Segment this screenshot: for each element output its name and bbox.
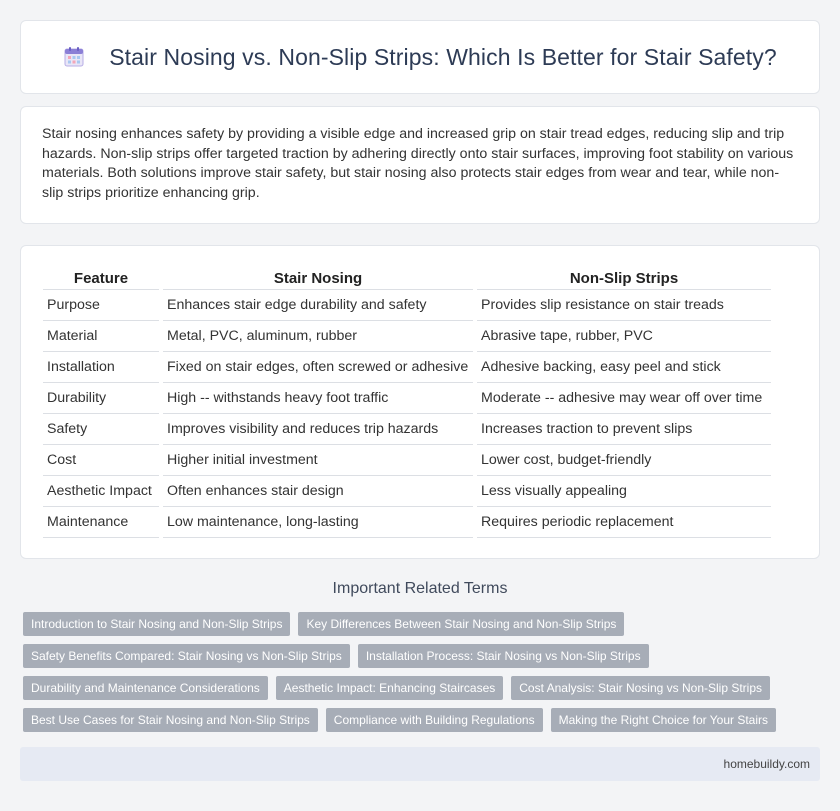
related-term-tag[interactable]: Compliance with Building Regulations bbox=[326, 708, 543, 732]
footer bbox=[20, 747, 820, 781]
table-cell-stair-nosing: Low maintenance, long-lasting bbox=[163, 507, 473, 538]
footer-site-link[interactable]: homebuildy.com bbox=[723, 757, 810, 771]
table-cell-non-slip-strips: Increases traction to prevent slips bbox=[477, 414, 771, 445]
table-cell-stair-nosing: Enhances stair edge durability and safety bbox=[163, 290, 473, 321]
table-cell-stair-nosing: Fixed on stair edges, often screwed or adhesive bbox=[163, 352, 473, 383]
related-term-tag[interactable]: Key Differences Between Stair Nosing and Non-Slip Strips bbox=[298, 612, 624, 636]
related-terms-heading: Important Related Terms bbox=[332, 580, 508, 597]
related-terms-list bbox=[23, 612, 823, 740]
table-cell-stair-nosing: Metal, PVC, aluminum, rubber bbox=[163, 321, 473, 352]
tag-row bbox=[23, 644, 823, 668]
table-cell-stair-nosing: Improves visibility and reduces trip hazards bbox=[163, 414, 473, 445]
table-cell-non-slip-strips: Less visually appealing bbox=[477, 476, 771, 507]
related-term-tag[interactable]: Aesthetic Impact: Enhancing Staircases bbox=[276, 676, 503, 700]
table-row bbox=[43, 414, 771, 445]
table-row bbox=[43, 352, 771, 383]
comparison-table-card bbox=[20, 245, 820, 559]
intro-card bbox=[20, 106, 820, 224]
table-row bbox=[43, 507, 771, 538]
tag-row bbox=[23, 676, 823, 700]
table-header-row bbox=[43, 266, 771, 290]
table-cell-feature: Durability bbox=[43, 383, 159, 414]
table-cell-non-slip-strips: Abrasive tape, rubber, PVC bbox=[477, 321, 771, 352]
related-term-tag[interactable]: Best Use Cases for Stair Nosing and Non-Slip Strips bbox=[23, 708, 318, 732]
comparison-table bbox=[39, 266, 775, 538]
related-term-tag[interactable]: Durability and Maintenance Considerations bbox=[23, 676, 268, 700]
table-cell-feature: Purpose bbox=[43, 290, 159, 321]
table-row bbox=[43, 383, 771, 414]
table-row bbox=[43, 445, 771, 476]
tag-row bbox=[23, 612, 823, 636]
related-term-tag[interactable]: Making the Right Choice for Your Stairs bbox=[551, 708, 776, 732]
table-cell-stair-nosing: Often enhances stair design bbox=[163, 476, 473, 507]
calendar-icon bbox=[63, 46, 85, 68]
table-cell-feature: Maintenance bbox=[43, 507, 159, 538]
table-cell-stair-nosing: High -- withstands heavy foot traffic bbox=[163, 383, 473, 414]
table-row bbox=[43, 476, 771, 507]
column-header-stair-nosing: Stair Nosing bbox=[163, 266, 473, 290]
table-cell-stair-nosing: Higher initial investment bbox=[163, 445, 473, 476]
table-cell-feature: Aesthetic Impact bbox=[43, 476, 159, 507]
tag-row bbox=[23, 708, 823, 732]
related-term-tag[interactable]: Installation Process: Stair Nosing vs Non-Slip Strips bbox=[358, 644, 649, 668]
table-cell-feature: Safety bbox=[43, 414, 159, 445]
related-term-tag[interactable]: Introduction to Stair Nosing and Non-Slip Strips bbox=[23, 612, 290, 636]
table-cell-non-slip-strips: Provides slip resistance on stair treads bbox=[477, 290, 771, 321]
table-cell-non-slip-strips: Adhesive backing, easy peel and stick bbox=[477, 352, 771, 383]
table-cell-non-slip-strips: Requires periodic replacement bbox=[477, 507, 771, 538]
related-term-tag[interactable]: Safety Benefits Compared: Stair Nosing vs Non-Slip Strips bbox=[23, 644, 350, 668]
column-header-feature: Feature bbox=[43, 266, 159, 290]
table-cell-feature: Cost bbox=[43, 445, 159, 476]
title-card bbox=[20, 20, 820, 94]
page-title: Stair Nosing vs. Non-Slip Strips: Which Is Better for Stair Safety? bbox=[109, 43, 777, 70]
table-cell-feature: Installation bbox=[43, 352, 159, 383]
table-cell-non-slip-strips: Lower cost, budget-friendly bbox=[477, 445, 771, 476]
related-term-tag[interactable]: Cost Analysis: Stair Nosing vs Non-Slip Strips bbox=[511, 676, 770, 700]
column-header-non-slip-strips: Non-Slip Strips bbox=[477, 266, 771, 290]
table-cell-feature: Material bbox=[43, 321, 159, 352]
table-row bbox=[43, 321, 771, 352]
intro-paragraph: Stair nosing enhances safety by providing a visible edge and increased grip on stair tread edges, reducing slip and trip hazards. Non-slip strips offer targeted traction by adhering directly onto stair surfaces, improving foot stability on various materials. Both solutions improve stair safety, but stair nosing also protects stair edges from wear and tear, while non-slip strips prioritize enhancing grip. bbox=[42, 126, 794, 201]
table-row bbox=[43, 290, 771, 321]
table-cell-non-slip-strips: Moderate -- adhesive may wear off over time bbox=[477, 383, 771, 414]
